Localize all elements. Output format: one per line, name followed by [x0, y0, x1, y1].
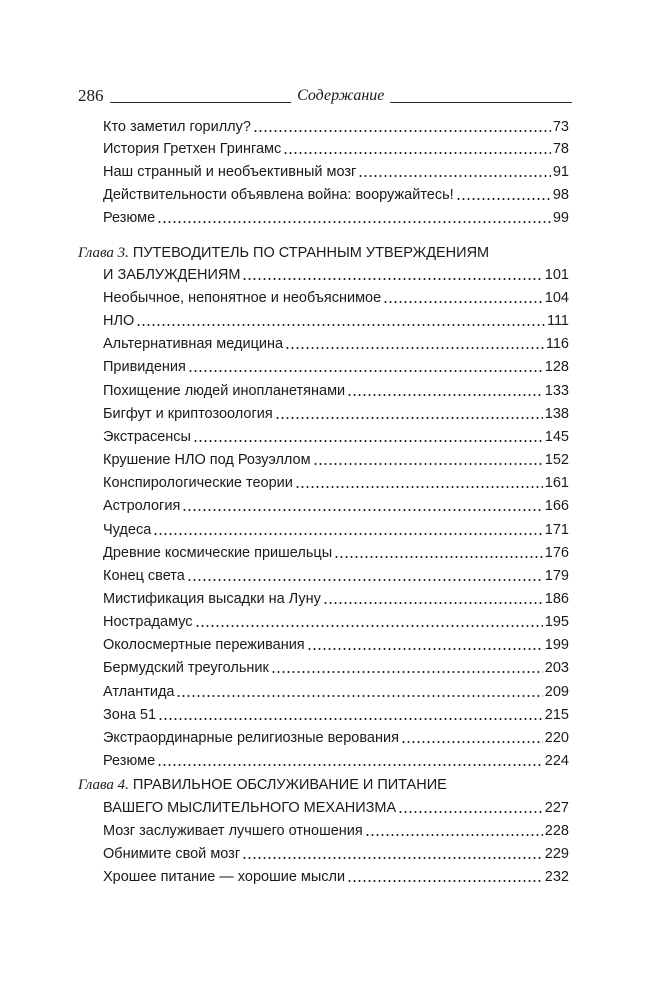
- toc-entry: [103, 495, 569, 517]
- toc-entry-page: 91: [552, 164, 569, 180]
- toc-entry-title: Альтернативная медицина: [103, 336, 284, 353]
- dot-leader: [153, 522, 543, 536]
- dot-leader: [158, 707, 543, 721]
- toc-entry: [103, 333, 569, 355]
- running-header: [78, 84, 572, 106]
- toc-entry-page: 152: [544, 452, 569, 469]
- toc-entry: [103, 184, 569, 206]
- toc-entry: [103, 588, 569, 610]
- dot-leader: [307, 637, 543, 651]
- toc-entry-page: 224: [544, 753, 569, 769]
- dot-leader: [176, 684, 542, 698]
- dot-leader: [242, 846, 543, 860]
- toc-entry: [103, 542, 569, 564]
- toc-entry-page: 228: [544, 823, 569, 839]
- toc-entry-page: 78: [552, 141, 569, 157]
- dot-leader: [285, 336, 544, 350]
- dot-leader: [347, 869, 543, 883]
- toc-entry-title: Наш странный и необъективный мозг: [103, 164, 357, 180]
- toc-entry-page: 220: [544, 729, 569, 746]
- toc-entry-title: Экстраординарные религиозные верования: [103, 729, 399, 746]
- dot-leader: [195, 614, 543, 628]
- toc-entry: [103, 843, 569, 865]
- dot-leader: [136, 313, 545, 327]
- dot-leader: [188, 359, 543, 373]
- toc-entry-page: 73: [552, 119, 569, 135]
- chapter-heading: [78, 242, 489, 264]
- toc-entry-title: Хрошее питание — хорошие мысли: [103, 869, 346, 885]
- dot-leader: [182, 498, 542, 512]
- toc-entry-title: Резюме: [103, 753, 156, 769]
- running-title: Содержание: [297, 87, 385, 104]
- toc-entry-title: Похищение людей инопланетянами: [103, 382, 346, 399]
- toc-entry: [103, 472, 569, 494]
- dot-leader: [157, 210, 551, 224]
- toc-entry-title: Конспирологические теории: [103, 475, 293, 492]
- toc-entry-title: Атлантида: [103, 683, 175, 700]
- toc-entry-title: Мистификация высадки на Луну: [103, 590, 321, 607]
- dot-leader: [295, 475, 543, 489]
- chapter-title-continued: ВАШЕГО МЫСЛИТЕЛЬНОГО МЕХАНИЗМА: [103, 800, 397, 816]
- toc-entry-page: 179: [544, 567, 569, 584]
- dot-leader: [383, 290, 543, 304]
- toc-entry: [103, 820, 569, 842]
- toc-entry-page: 133: [544, 382, 569, 399]
- dot-leader: [253, 119, 551, 133]
- toc-entry-title: Мозг заслуживает лучшего отношения: [103, 823, 363, 839]
- toc-entry-title: Астрология: [103, 498, 181, 515]
- toc-entry-page: 199: [544, 637, 569, 654]
- toc-entry: [103, 519, 569, 541]
- toc-entry: [103, 657, 569, 679]
- dot-leader: [157, 753, 543, 767]
- toc-entry-page: 229: [544, 846, 569, 862]
- chapter-heading: [78, 774, 447, 796]
- toc-entry-title: Экстрасенсы: [103, 428, 191, 445]
- toc-entry-title: Конец света: [103, 567, 185, 584]
- toc-entry-title: Обнимите свой мозг: [103, 846, 241, 862]
- dot-leader: [193, 429, 543, 443]
- toc-entry-title: Бигфут и криптозоология: [103, 405, 273, 422]
- toc-entry: [103, 866, 569, 888]
- toc-entry-page: 98: [552, 187, 569, 203]
- toc-entry-page: 99: [552, 210, 569, 226]
- toc-entry-page: 176: [544, 544, 569, 561]
- dot-leader: [347, 383, 543, 397]
- toc-entry: [103, 611, 569, 633]
- dot-leader: [242, 267, 542, 281]
- toc-entry-page: 116: [545, 336, 569, 353]
- dot-leader: [365, 823, 543, 837]
- dot-leader: [358, 164, 551, 178]
- toc-entry: [103, 727, 569, 749]
- dot-leader: [187, 568, 543, 582]
- dot-leader: [401, 730, 543, 744]
- toc-entry-page: 203: [544, 660, 569, 677]
- toc-entry: [103, 116, 569, 138]
- toc-entry: [103, 449, 569, 471]
- header-rule-left: [110, 102, 292, 103]
- toc-entry-title: Зона 51: [103, 706, 157, 723]
- toc-entry-title: НЛО: [103, 313, 135, 330]
- toc-entry: [103, 207, 569, 229]
- toc-entry-page: 195: [544, 614, 569, 631]
- chapter-label: Глава 4.: [78, 777, 129, 793]
- dot-leader: [398, 800, 543, 814]
- toc-entry-title: Нострадамус: [103, 614, 193, 631]
- toc-entry-title: Околосмертные переживания: [103, 637, 305, 654]
- toc-entry: [103, 287, 569, 309]
- toc-entry: [103, 380, 569, 402]
- toc-entry: [103, 704, 569, 726]
- dot-leader: [283, 141, 551, 155]
- toc-entry: [103, 138, 569, 160]
- toc-entry: [103, 797, 569, 819]
- toc-entry-page: 209: [544, 683, 569, 700]
- toc-entry: [103, 750, 569, 772]
- toc-entry-page: 161: [544, 475, 569, 492]
- toc-entry-title: История Гретхен Грингамс: [103, 141, 282, 157]
- toc-entry-title: Необычное, непонятное и необъяснимое: [103, 290, 382, 306]
- toc-entry: [103, 403, 569, 425]
- toc-entry-page: 186: [544, 590, 569, 607]
- dot-leader: [334, 545, 543, 559]
- toc-entry: [103, 264, 569, 286]
- toc-entry: [103, 310, 569, 332]
- toc-entry-page: 145: [544, 428, 569, 445]
- toc-entry-page: 232: [544, 869, 569, 885]
- toc-entry-page: 166: [544, 498, 569, 515]
- dot-leader: [323, 591, 543, 605]
- chapter-label: Глава 3.: [78, 245, 129, 261]
- toc-entry: [103, 426, 569, 448]
- toc-entry-title: Бермудский треугольник: [103, 660, 269, 677]
- toc-entry-title: Крушение НЛО под Розуэллом: [103, 452, 311, 469]
- toc-entry-page: 111: [546, 313, 569, 330]
- toc-entry: [103, 356, 569, 378]
- chapter-page: 101: [544, 267, 569, 283]
- toc-entry-title: Чудеса: [103, 521, 152, 538]
- toc-entry-title: Кто заметил гориллу?: [103, 119, 251, 135]
- header-rule-right: [390, 102, 572, 103]
- toc-entry-title: Резюме: [103, 210, 156, 226]
- dot-leader: [456, 187, 551, 201]
- chapter-title: ПУТЕВОДИТЕЛЬ ПО СТРАННЫМ УТВЕРЖДЕНИЯМ: [132, 245, 490, 261]
- toc-entry-page: 215: [544, 706, 569, 723]
- toc-entry-page: 171: [544, 521, 569, 538]
- chapter-title-continued: И ЗАБЛУЖДЕНИЯМ: [103, 267, 241, 283]
- toc-entry: [103, 161, 569, 183]
- toc-entry: [103, 634, 569, 656]
- page-number: 286: [78, 86, 104, 105]
- dot-leader: [271, 660, 543, 674]
- toc-entry-page: 128: [544, 359, 569, 376]
- toc-entry: [103, 565, 569, 587]
- dot-leader: [313, 452, 543, 466]
- toc-entry-title: Действительности объявлена война: вооружайтесь!: [103, 187, 454, 203]
- chapter-title: ПРАВИЛЬНОЕ ОБСЛУЖИВАНИЕ И ПИТАНИЕ: [132, 777, 447, 793]
- toc-entry-title: Древние космические пришельцы: [103, 544, 333, 561]
- toc-entry: [103, 681, 569, 703]
- dot-leader: [275, 406, 543, 420]
- toc-entry-page: 138: [544, 405, 569, 422]
- chapter-page: 227: [544, 800, 569, 816]
- toc-entry-page: 104: [544, 290, 569, 306]
- toc-entry-title: Привидения: [103, 359, 186, 376]
